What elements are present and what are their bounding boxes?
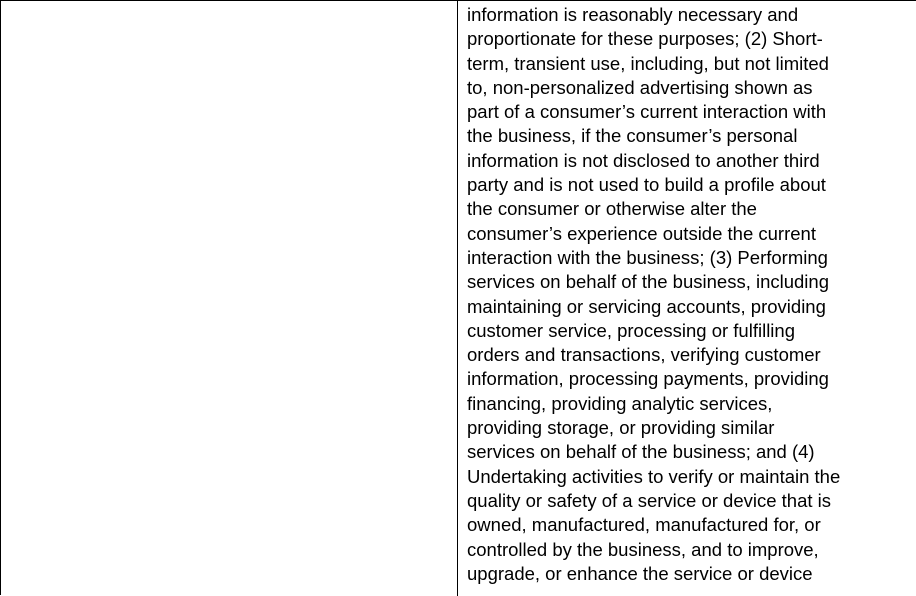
text-line: upgrade, or enhance the service or device xyxy=(467,562,813,584)
right-table-cell xyxy=(467,3,915,596)
text-line: providing storage, or providing similar xyxy=(467,417,775,439)
text-line: consumer’s experience outside the current xyxy=(467,222,816,244)
text-line: proportionate for these purposes; (2) Short- xyxy=(467,28,823,50)
text-line: the business, if the consumer’s personal xyxy=(467,125,798,147)
text-line: owned, manufactured, manufactured for, or xyxy=(467,514,821,536)
text-line: Undertaking activities to verify or maintain the xyxy=(467,465,841,487)
text-line: the consumer or otherwise alter the xyxy=(467,198,757,220)
text-line: to, non-personalized advertising shown as xyxy=(467,76,813,98)
column-divider xyxy=(457,1,458,596)
text-line: controlled by the business, and to improve, xyxy=(467,538,819,560)
text-line: information is not disclosed to another third xyxy=(467,149,820,171)
text-line: customer service, processing or fulfilling xyxy=(467,319,795,341)
text-line: orders and transactions, verifying customer xyxy=(467,344,821,366)
text-line: term, transient use, including, but not limited xyxy=(467,52,829,74)
text-line: financing, providing analytic services, xyxy=(467,392,773,414)
text-line: maintaining or servicing accounts, providing xyxy=(467,295,826,317)
text-line: services on behalf of the business, including xyxy=(467,271,829,293)
text-line: quality or safety of a service or device that is xyxy=(467,489,832,511)
left-table-cell xyxy=(2,2,457,596)
text-line: information, processing payments, providing xyxy=(467,368,829,390)
text-line: interaction with the business; (3) Performing xyxy=(467,246,828,268)
text-line: services on behalf of the business; and (4) xyxy=(467,441,815,463)
text-line: party and is not used to build a profile about xyxy=(467,174,826,196)
text-line: part of a consumer’s current interaction with xyxy=(467,101,827,123)
text-line: information is reasonably necessary and xyxy=(467,4,799,25)
